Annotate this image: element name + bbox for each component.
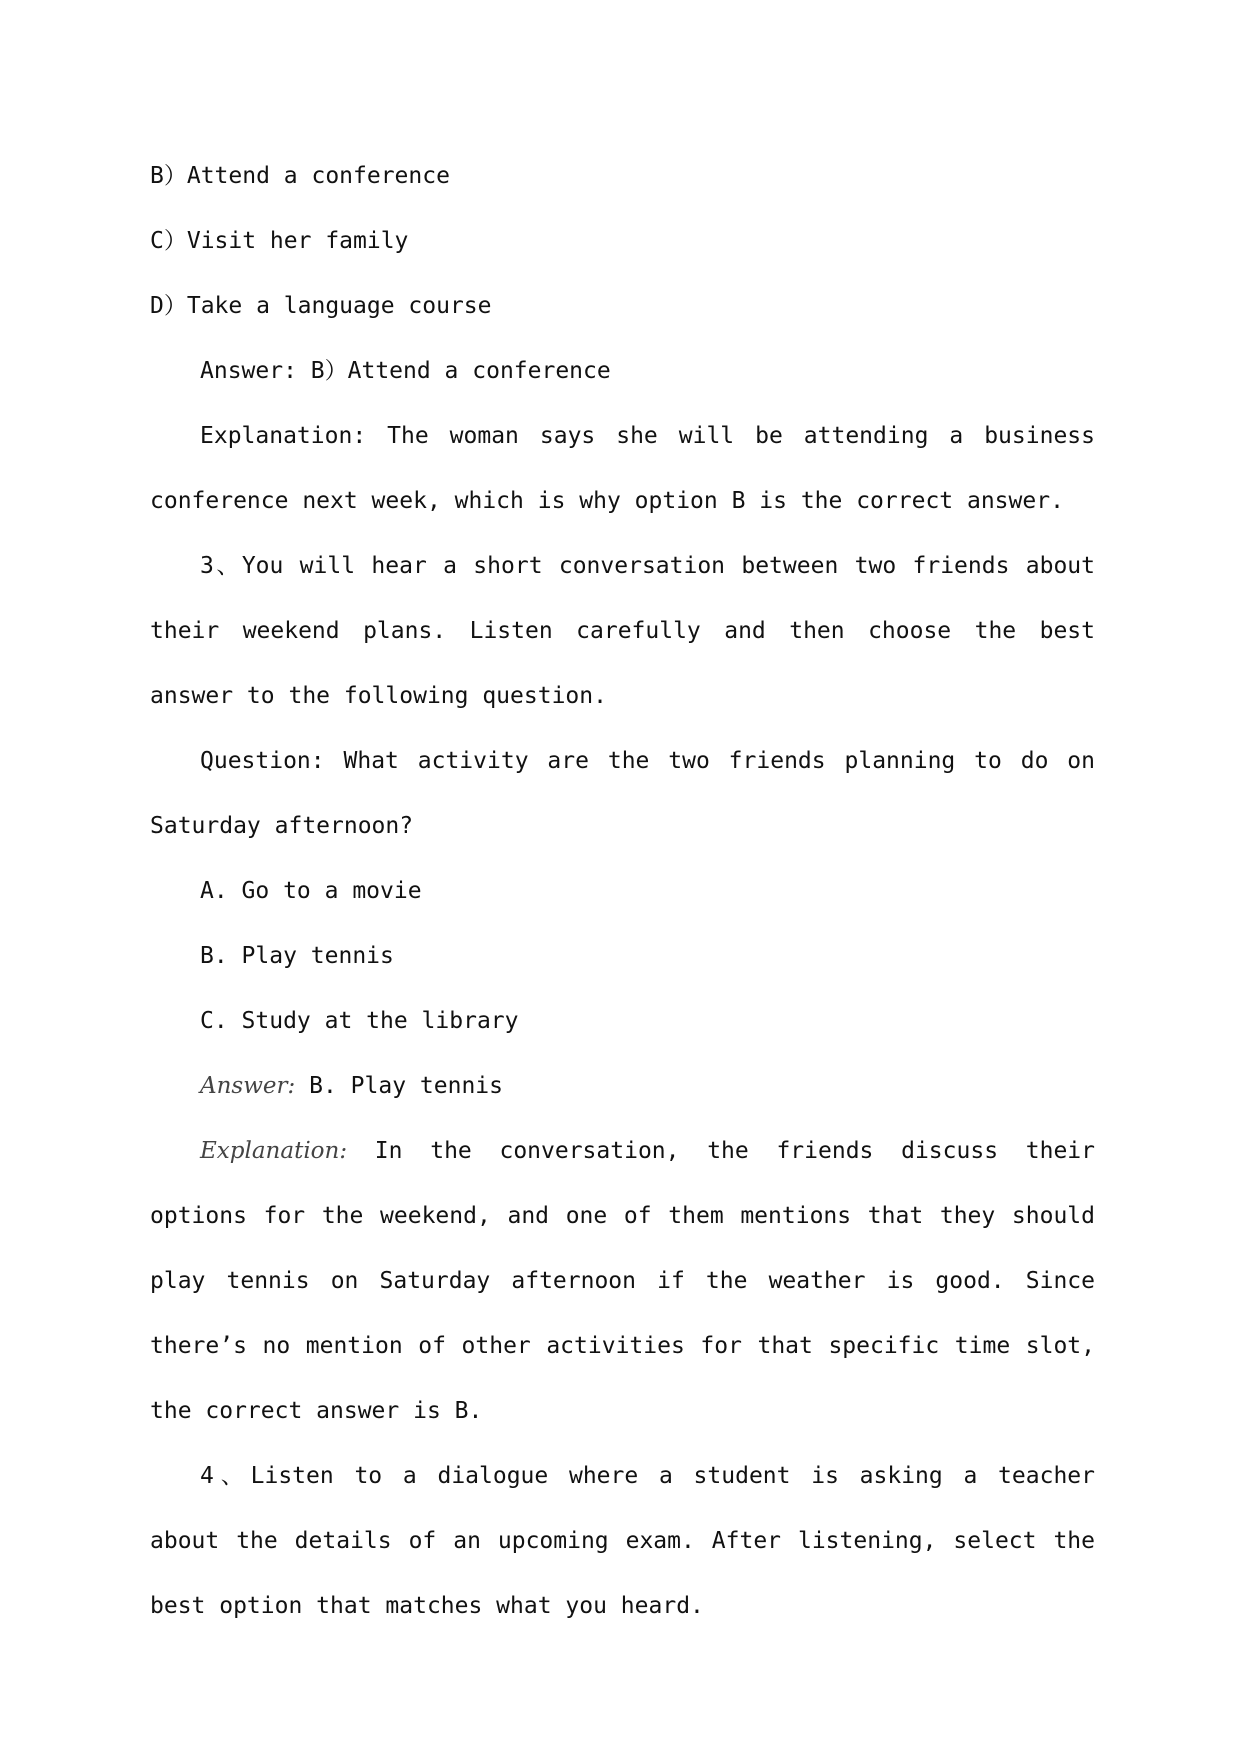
q2-answer: Answer: B）Attend a conference [200,358,611,384]
q4-prompt: 4、Listen to a dialogue where a student is asking a teacher about the details of an upcoming exam. After listening, select the best option that matches what you heard. [150,1463,1095,1619]
q3-answer [150,1054,1095,1119]
option-b: B）Attend a conference [150,163,450,189]
q3-option-b: B. Play tennis [200,943,394,969]
q3-answer-text: B. Play tennis [295,1073,503,1099]
q3-option-a: A. Go to a movie [200,878,422,904]
q3-explanation-label: Explanation: [200,1138,348,1164]
option-c: C）Visit her family [150,228,409,254]
q3-answer-label: Answer: [200,1073,296,1099]
q2-explanation: Explanation: The woman says she will be attending a business conference next week, which is why option B is the correct answer. [150,423,1095,514]
option-d: D）Take a language course [150,293,492,319]
q3-explanation-text: In the conversation, the friends discuss their options for the weekend, and one of them mentions that they should play tennis on Saturday afternoon if the weather is good. Since there’s no mention of other activities for that specific time slot, the correct answer is B. [150,1138,1095,1424]
q3-explanation [150,1119,1095,1444]
q3-option-c: C. Study at the library [200,1008,519,1034]
q3-question: Question: What activity are the two friends planning to do on Saturday afternoon? [150,748,1095,839]
q3-prompt: 3、You will hear a short conversation between two friends about their weekend plans. Listen carefully and then choose the best answer to the following question. [150,553,1095,709]
document-body [150,144,1095,1639]
